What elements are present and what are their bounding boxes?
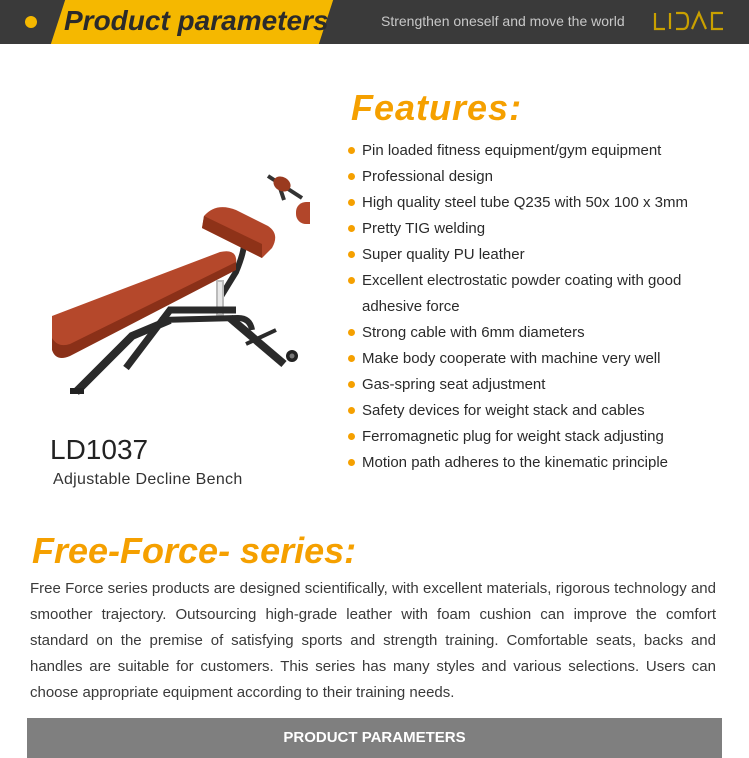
features-list: [347, 138, 727, 476]
product-parameters-label: PRODUCT PARAMETERS: [283, 729, 466, 746]
feature-item: Ferromagnetic plug for weight stack adjusting: [347, 424, 727, 450]
feature-item: High quality steel tube Q235 with 50x 100 x 3mm: [347, 190, 727, 216]
features-title: Features:: [351, 87, 523, 128]
product-name: Adjustable Decline Bench: [53, 471, 243, 488]
feature-item: Gas-spring seat adjustment: [347, 372, 727, 398]
header-bar: [0, 0, 749, 44]
feature-item: Pin loaded fitness equipment/gym equipment: [347, 138, 727, 164]
brand-logo: [652, 9, 726, 33]
feature-item: Safety devices for weight stack and cables: [347, 398, 727, 424]
series-description: Free Force series products are designed scientifically, with excellent materials, rigorous technology and smoother trajectory. Outsourcing high-grade leather with foam cushion can improve the comfort standard on the premise of satisfying sports and strength training. Comfortable seats, backs and handles are suitable for customers. This series has many styles and various selections. Users can choose appropriate equipment according to their training needs.: [30, 580, 716, 701]
product-parameters-bar: [27, 718, 722, 758]
bullet-dot-icon: [25, 16, 37, 28]
feature-item: Motion path adheres to the kinematic principle: [347, 450, 727, 476]
decline-bench-image: [40, 168, 310, 400]
header-tagline: Strengthen oneself and move the world: [381, 13, 625, 29]
feature-item: Professional design: [347, 164, 727, 190]
header-title: Product parameters: [64, 5, 329, 36]
feature-item: Pretty TIG welding: [347, 216, 727, 242]
feature-item: Strong cable with 6mm diameters: [347, 320, 727, 346]
feature-item: Make body cooperate with machine very well: [347, 346, 727, 372]
series-title: Free-Force- series:: [32, 530, 357, 571]
feature-item: Super quality PU leather: [347, 242, 727, 268]
product-model: LD1037: [50, 434, 149, 465]
feature-item: Excellent electrostatic powder coating with good adhesive force: [347, 268, 727, 320]
